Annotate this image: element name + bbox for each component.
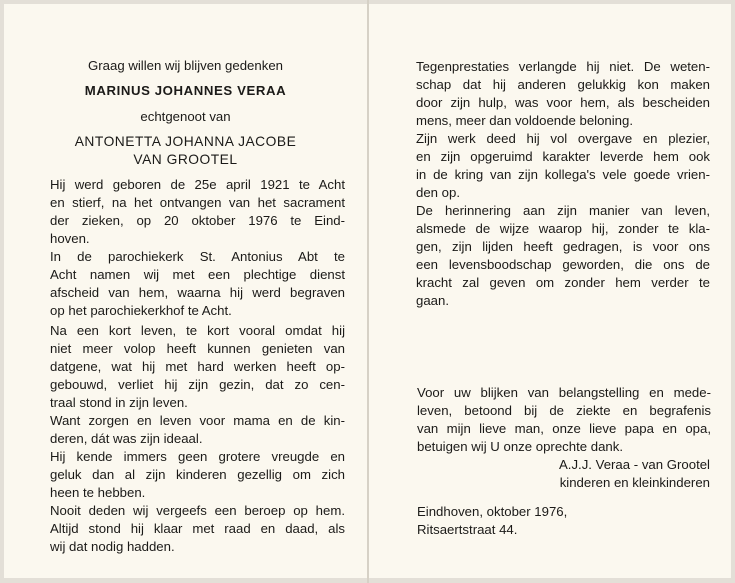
text-line: op het parochiekerkhof te Acht. [50,303,232,318]
text-line: Hij kende immers geen grotere vreugde en [50,449,345,464]
text-line: den op. [416,185,460,200]
text-line: traal stond in zijn leven. [50,395,188,410]
place-date [417,503,711,539]
deceased-name-block [4,82,367,100]
text-line: gebouwd, verliet hij zijn gezin, dat zo cen- [50,377,345,392]
text-line: door zijn hulp, was voor hem, als bescheiden [416,95,710,110]
spouse-name-block [4,133,367,169]
text-line: van mijn lieve man, onze lieve papa en opa, [417,421,711,436]
text-line: Voor uw blijken van belangstelling en mede- [417,385,711,400]
text-line: niet meer volop heeft kunnen genieten van [50,341,345,356]
text-line: mens, meer dan voldoende beloning. [416,113,634,128]
text-line: Altijd stond hij klaar met raad en daad, als [50,521,345,536]
text-line: en zijn opgeruimd karakter leverde hem ook [416,149,710,164]
right-page [369,4,731,578]
text-line: Nooit deden wij vergeefs een beroep op hem. [50,503,345,518]
text-line: In de parochiekerk St. Antonius Abt te [50,249,345,264]
text-line: alsmede de wijze waarop hij, zonder te kla- [416,221,710,236]
text-line: betuigen wij U onze oprechte dank. [417,439,624,454]
text-line: datgene, wat hij met hard werken heeft op- [50,359,345,374]
text-line: heen te hebben. [50,485,146,500]
text-line: geluk dan al zijn kinderen gezellig om zich [50,467,345,482]
signature-family: kinderen en kleinkinderen [559,475,710,490]
text-line: Want zorgen en leven voor mama en de kin- [50,413,345,428]
birth-death-paragraph [50,176,345,320]
text-line: afscheid van hem, waarna hij werd begraven [50,285,345,300]
character-paragraph [416,58,710,310]
text-line: in de kring van zijn kollega's vele goede vrien- [416,167,710,182]
text-line: gaan. [416,293,450,308]
place-date-line: Eindhoven, oktober 1976, [417,504,568,519]
text-line: der zieken, op 20 oktober 1976 te Eind- [50,213,345,228]
relation-line: echtgenoot van [140,109,231,124]
spouse-name-line-2: VAN GROOTEL [133,152,238,167]
text-line: Na een kort leven, te kort vooral omdat hij [50,323,345,338]
left-page [4,4,367,578]
text-line: hoven. [50,231,90,246]
relation-block [4,108,367,126]
text-line: gen, zijn lijden heeft gedragen, is voor ons [416,239,710,254]
text-line: en stierf, na het ontvangen van het sacrament [50,195,345,210]
text-line: Hij werd geboren de 25e april 1921 te Acht [50,177,345,192]
thanks-paragraph [417,384,711,456]
address-line: Ritsaertstraat 44. [417,522,518,537]
text-line: leven, betoond bij de ziekte en begrafenis [417,403,711,418]
deceased-name: MARINUS JOHANNES VERAA [84,83,287,98]
intro-line: Graag willen wij blijven gedenken [88,58,283,73]
remembrance-paragraph [50,322,345,556]
text-line: een levensboodschap geworden, die ons de [416,257,710,272]
text-line: kracht zal geven om zonder hem verder te [416,275,710,290]
text-line: De herinnering aan zijn manier van leven, [416,203,710,218]
signature [417,456,710,492]
text-line: Acht namen wij met een plechtige dienst [50,267,345,282]
text-line: schap dat hij anderen gelukkig kon maken [416,77,710,92]
text-line: Tegenprestaties verlangde hij niet. De weten- [416,59,710,74]
text-line: Zijn werk deed hij vol overgave en plezier, [416,131,710,146]
spouse-name-line-1: ANTONETTA JOHANNA JACOBE [74,134,297,149]
text-line: deren, dát was zijn ideaal. [50,431,203,446]
signature-name: A.J.J. Veraa - van Grootel [559,457,710,472]
text-line: wij dat nodig hadden. [50,539,175,554]
heading [4,57,367,75]
